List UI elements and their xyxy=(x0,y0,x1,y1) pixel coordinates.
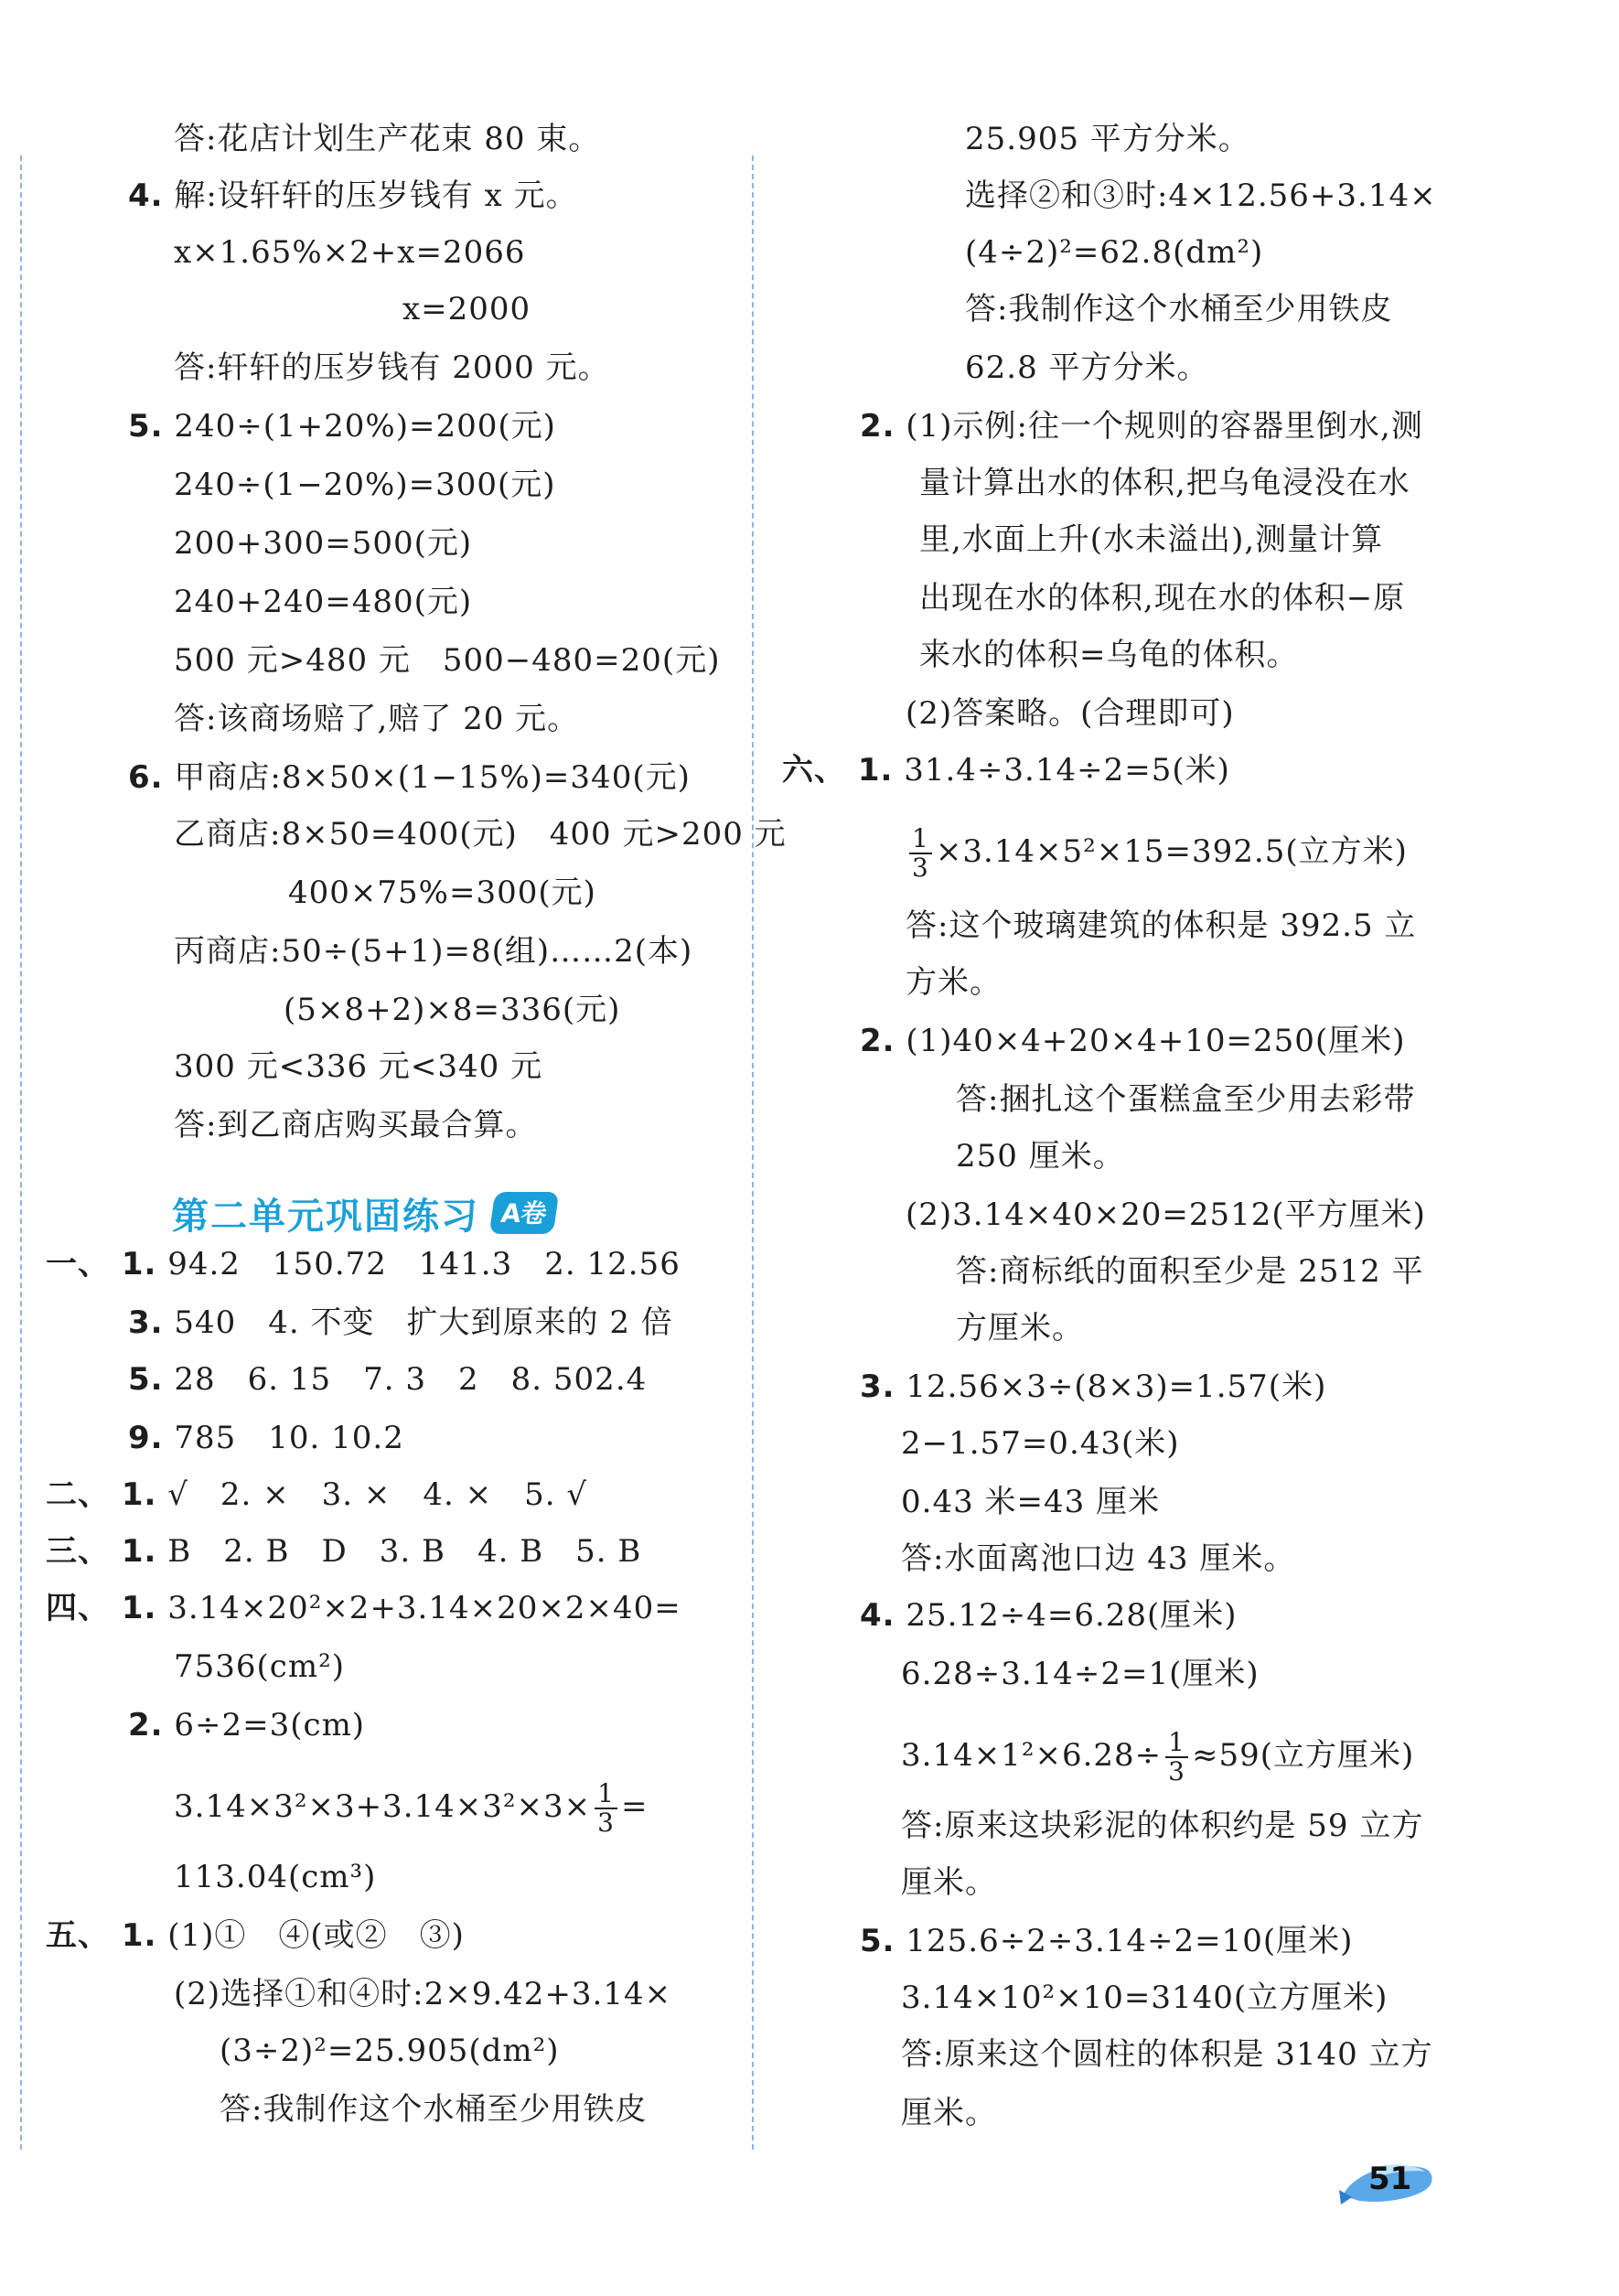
text-line xyxy=(128,1420,404,1456)
text-line xyxy=(860,1368,1326,1405)
text-line xyxy=(174,1648,345,1685)
line-text: 选择②和③时:4×12.56+3.14× xyxy=(965,177,1437,214)
section-heading-badge: A卷 xyxy=(489,1192,559,1234)
fraction xyxy=(1165,1729,1188,1786)
line-text: 113.04(cm³) xyxy=(174,1859,377,1895)
page-number-badge xyxy=(1335,2155,1436,2206)
line-text: 200+300=500(元) xyxy=(174,525,473,562)
line-text: 12.56×3÷(8×3)=1.57(米) xyxy=(906,1368,1327,1405)
line-text: 量计算出水的体积,把乌龟浸没在水 xyxy=(919,465,1410,501)
text-line xyxy=(901,1808,1423,1844)
text-line xyxy=(906,907,1416,944)
text-line xyxy=(956,1138,1125,1175)
line-text: 240÷(1+20%)=200(元) xyxy=(174,408,556,445)
line-text: 6.28÷3.14÷2=1(厘米) xyxy=(901,1656,1260,1692)
line-text: 400×75%=300(元) xyxy=(288,874,596,911)
question-number: 五、 1. xyxy=(46,1917,157,1954)
text-line xyxy=(128,1707,365,1743)
text-line xyxy=(128,759,691,796)
question-number: 2. xyxy=(860,1023,895,1059)
line-text: 答:水面离池口边 43 厘米。 xyxy=(901,1540,1296,1577)
text-line xyxy=(901,1425,1180,1462)
text-line xyxy=(220,2091,647,2128)
line-text: 540 4. 不变 扩大到原来的 2 倍 xyxy=(174,1304,673,1341)
text-line xyxy=(46,1590,681,1626)
line-text: x=2000 xyxy=(402,291,531,327)
question-number: 5. xyxy=(128,408,164,445)
text-line xyxy=(174,701,579,737)
text-line xyxy=(128,1304,673,1341)
text-line xyxy=(965,291,1392,327)
fraction-denominator: 3 xyxy=(597,1808,615,1838)
text-line xyxy=(901,2095,997,2131)
fraction-numerator: 1 xyxy=(595,1780,617,1809)
line-text: 答:轩轩的压岁钱有 2000 元。 xyxy=(174,349,610,386)
right-column xyxy=(755,0,1619,2296)
text-line xyxy=(906,1196,1426,1233)
line-text: 25.905 平方分米。 xyxy=(965,121,1250,157)
question-number: 4. xyxy=(860,1597,895,1634)
fraction-numerator: 1 xyxy=(1165,1729,1188,1758)
text-line xyxy=(906,825,1408,882)
line-text: 方厘米。 xyxy=(956,1310,1084,1346)
line-text: 方米。 xyxy=(906,964,1002,1001)
line-text: B 2. B D 3. B 4. B 5. B xyxy=(167,1533,642,1570)
question-number: 六、 1. xyxy=(782,752,894,789)
center-dashed-divider xyxy=(752,156,754,2150)
line-text: 62.8 平方分米。 xyxy=(965,349,1209,386)
text-line xyxy=(174,525,472,562)
line-text: 答:这个玻璃建筑的体积是 392.5 立 xyxy=(906,907,1417,944)
text-line xyxy=(174,642,720,679)
line-text: 3.14×20²×2+3.14×20×2×40= xyxy=(167,1590,681,1626)
line-text: 3.14×1²×6.28÷ xyxy=(901,1737,1163,1774)
line-text: 3.14×10²×10=3140(立方厘米) xyxy=(901,1979,1388,2016)
line-text: 答:商标纸的面积至少是 2512 平 xyxy=(956,1253,1424,1290)
line-text: 785 10. 10.2 xyxy=(174,1420,404,1456)
question-number: 5. xyxy=(128,1361,164,1398)
line-text: (2)3.14×40×20=2512(平方厘米) xyxy=(906,1196,1426,1233)
text-line xyxy=(174,1048,542,1085)
fraction xyxy=(595,1780,617,1837)
text-line xyxy=(46,1476,587,1513)
text-line xyxy=(128,1361,647,1398)
text-line xyxy=(956,1253,1424,1290)
line-text: 6÷2=3(cm) xyxy=(174,1707,366,1743)
question-number: 一、 1. xyxy=(46,1246,157,1282)
text-line xyxy=(220,2033,560,2069)
text-line xyxy=(174,349,610,386)
fraction-denominator: 3 xyxy=(1168,1756,1185,1786)
line-text-after: ≈59(立方厘米) xyxy=(1191,1737,1415,1774)
line-text: (1)40×4+20×4+10=250(厘米) xyxy=(906,1023,1406,1059)
text-line xyxy=(965,121,1250,157)
text-line xyxy=(174,1859,376,1895)
question-number: 3. xyxy=(860,1368,895,1405)
text-line xyxy=(860,1923,1353,1959)
question-number: 2. xyxy=(128,1707,164,1743)
fraction-numerator: 1 xyxy=(909,825,932,854)
text-line xyxy=(901,1864,997,1901)
line-text: 甲商店:8×50×(1−15%)=340(元) xyxy=(174,759,691,796)
text-line xyxy=(965,349,1209,386)
fraction xyxy=(909,825,932,882)
line-text: (3÷2)²=25.905(dm²) xyxy=(220,2033,560,2069)
question-number: 2. xyxy=(860,408,895,445)
text-line xyxy=(174,584,472,620)
line-text: 答:我制作这个水桶至少用铁皮 xyxy=(965,291,1393,327)
line-text: 31.4÷3.14÷2=5(米) xyxy=(904,752,1230,789)
text-line xyxy=(174,1780,648,1837)
text-line xyxy=(901,1540,1295,1577)
text-line xyxy=(174,816,787,853)
question-number: 二、 1. xyxy=(46,1476,157,1513)
line-text: 94.2 150.72 141.3 2. 12.56 xyxy=(167,1246,681,1282)
text-line xyxy=(919,465,1410,501)
text-line xyxy=(956,1310,1084,1346)
text-line xyxy=(128,177,578,214)
text-line xyxy=(174,234,525,271)
text-line xyxy=(284,992,620,1028)
text-line xyxy=(919,521,1383,558)
line-text: 25.12÷4=6.28(厘米) xyxy=(906,1597,1238,1634)
text-line xyxy=(288,874,596,911)
line-text: 厘米。 xyxy=(901,1864,997,1901)
text-line xyxy=(901,2036,1433,2073)
text-line xyxy=(860,408,1423,445)
line-text: (2)选择①和④时:2×9.42+3.14× xyxy=(174,1976,672,2012)
text-line xyxy=(46,1533,641,1570)
text-line xyxy=(906,695,1235,732)
line-text: (5×8+2)×8=336(元) xyxy=(284,992,621,1028)
left-column xyxy=(0,0,787,2296)
line-text: 里,水面上升(水未溢出),测量计算 xyxy=(919,521,1384,558)
line-text: 0.43 米=43 厘米 xyxy=(901,1484,1161,1520)
line-text: (1)示例:往一个规则的容器里倒水,测 xyxy=(906,408,1423,445)
text-line xyxy=(901,1656,1260,1692)
line-text: 答:花店计划生产花束 80 束。 xyxy=(174,121,601,157)
text-line xyxy=(901,1979,1388,2016)
question-number: 9. xyxy=(128,1420,164,1456)
text-line xyxy=(174,933,692,970)
line-text: 28 6. 15 7. 3 2 8. 502.4 xyxy=(174,1361,648,1398)
text-line xyxy=(46,1917,465,1954)
text-line xyxy=(919,580,1405,617)
text-line xyxy=(860,1597,1238,1634)
line-text: 答:我制作这个水桶至少用铁皮 xyxy=(220,2091,648,2128)
line-text-after: ×3.14×5²×15=392.5(立方米) xyxy=(935,833,1408,870)
text-line xyxy=(901,1484,1160,1520)
text-line xyxy=(128,408,556,445)
line-text: 2−1.57=0.43(米) xyxy=(901,1425,1180,1462)
text-line xyxy=(901,1729,1414,1786)
line-text: 125.6÷2÷3.14÷2=10(厘米) xyxy=(906,1923,1354,1959)
question-number: 5. xyxy=(860,1923,895,1959)
line-text: 240÷(1−20%)=300(元) xyxy=(174,467,556,503)
line-text: 来水的体积=乌龟的体积。 xyxy=(919,637,1299,673)
page-number: 51 xyxy=(1368,2161,1412,2197)
line-text: 240+240=480(元) xyxy=(174,584,473,620)
text-line xyxy=(965,177,1437,214)
line-text: 250 厘米。 xyxy=(956,1138,1125,1175)
question-number: 四、 1. xyxy=(46,1590,157,1626)
line-text: (4÷2)²=62.8(dm²) xyxy=(965,234,1264,271)
text-line xyxy=(46,1246,681,1282)
text-line xyxy=(174,1976,671,2012)
line-text: 500 元>480 元 500−480=20(元) xyxy=(174,642,721,679)
line-text: 7536(cm²) xyxy=(174,1648,345,1685)
text-line xyxy=(402,291,531,327)
text-line xyxy=(782,752,1230,789)
line-text-after: = xyxy=(620,1788,649,1825)
line-text: 解:设轩轩的压岁钱有 x 元。 xyxy=(174,177,578,214)
text-line xyxy=(174,1107,537,1143)
text-line xyxy=(906,964,1002,1001)
line-text: 3.14×3²×3+3.14×3²×3× xyxy=(174,1788,592,1825)
line-text: x×1.65%×2+x=2066 xyxy=(174,234,526,271)
line-text: 乙商店:8×50=400(元) 400 元>200 元 xyxy=(174,816,787,853)
question-number: 4. xyxy=(128,177,164,214)
question-number: 3. xyxy=(128,1304,164,1341)
line-text: 答:原来这块彩泥的体积约是 59 立方 xyxy=(901,1808,1424,1844)
section-heading xyxy=(172,1187,556,1239)
text-line xyxy=(919,637,1299,673)
line-text: (2)答案略。(合理即可) xyxy=(906,695,1235,732)
line-text: 答:到乙商店购买最合算。 xyxy=(174,1107,538,1143)
line-text: 出现在水的体积,现在水的体积−原 xyxy=(919,580,1406,617)
text-line xyxy=(860,1023,1405,1059)
text-line xyxy=(174,121,600,157)
question-number: 三、 1. xyxy=(46,1533,157,1570)
line-text: (1)① ④(或② ③) xyxy=(167,1917,465,1954)
text-line xyxy=(956,1081,1415,1118)
fraction-denominator: 3 xyxy=(912,853,929,883)
line-text: √ 2. × 3. × 4. × 5. √ xyxy=(167,1476,588,1513)
text-line xyxy=(174,467,556,503)
line-text: 答:捆扎这个蛋糕盒至少用去彩带 xyxy=(956,1081,1416,1118)
line-text: 丙商店:50÷(5+1)=8(组)……2(本) xyxy=(174,933,693,970)
section-heading-title: 第二单元巩固练习 xyxy=(172,1195,479,1238)
text-line xyxy=(965,234,1263,271)
question-number: 6. xyxy=(128,759,164,796)
line-text: 300 元<336 元<340 元 xyxy=(174,1048,543,1085)
line-text: 厘米。 xyxy=(901,2095,997,2131)
line-text: 答:该商场赔了,赔了 20 元。 xyxy=(174,701,580,737)
line-text: 答:原来这个圆柱的体积是 3140 立方 xyxy=(901,2036,1433,2073)
